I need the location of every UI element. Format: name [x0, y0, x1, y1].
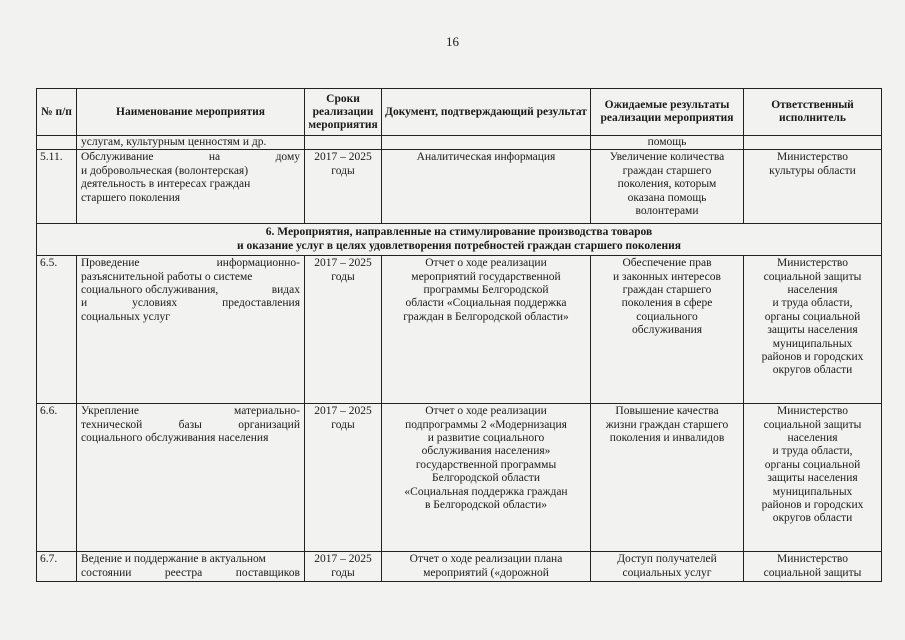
results-line: Увеличение количества	[609, 151, 725, 164]
exec-cell	[744, 404, 882, 552]
measure-name-word: Укрепление	[81, 405, 139, 418]
row-number: 6.7.	[37, 552, 77, 582]
measure-name-word: видах	[271, 284, 300, 297]
exec-line: районов и городских	[761, 499, 864, 512]
exec-line: социальной защиты	[763, 566, 862, 579]
exec-line: округов области	[772, 364, 853, 377]
doc-line: программы Белгородской	[423, 284, 549, 297]
exec-line: Министерство	[777, 151, 848, 164]
doc-line: мероприятий государственной	[411, 270, 561, 283]
header-results: Ожидаемые результаты реализации мероприятия	[591, 89, 744, 136]
measure-name	[77, 150, 305, 224]
table-row	[37, 150, 882, 224]
exec-line: и труда области,	[772, 297, 853, 310]
results-cell	[591, 150, 744, 224]
header-doc: Документ, подтверждающий результат	[382, 89, 591, 136]
exec-line: Министерство	[777, 257, 848, 270]
results-line: Обеспечение прав	[622, 257, 712, 270]
results-line: и законных интересов	[613, 270, 721, 283]
measure-name-word: условиях	[132, 297, 178, 310]
measure-name-word: организаций	[238, 418, 300, 431]
row-number: 6.6.	[37, 404, 77, 552]
measure-name	[77, 552, 305, 582]
results-cell	[591, 404, 744, 552]
exec-line: округов области	[772, 512, 853, 525]
page-number: 16	[446, 34, 459, 49]
exec-line: защиты населения	[767, 324, 858, 337]
results-line: социального	[636, 310, 698, 323]
measure-name-word: и	[81, 297, 88, 310]
doc-line: в Белгородской области»	[424, 499, 548, 512]
exec-line: муниципальных	[772, 337, 853, 350]
results-cell	[591, 552, 744, 582]
results-line: поколения и инвалидов	[609, 432, 725, 445]
exec-line: Министерство	[777, 405, 848, 418]
results-line: волонтерами	[635, 205, 699, 218]
term-cell: 2017 – 2025 годы	[305, 552, 382, 582]
doc-line: граждан в Белгородской области»	[403, 310, 569, 323]
table-row	[37, 136, 882, 150]
measure-name-word: на	[208, 151, 221, 164]
measure-name	[77, 404, 305, 552]
doc-line: подпрограммы 2 «Модернизация	[405, 418, 567, 431]
results-line: обслуживания	[631, 324, 703, 337]
measure-name-line: социальных услуг	[81, 310, 170, 323]
exec-line: защиты населения	[767, 472, 858, 485]
exec-line: населения	[787, 284, 838, 297]
measure-name-word: предоставления	[222, 297, 300, 310]
table-row	[37, 256, 882, 404]
measure-name-line: старшего поколения	[81, 191, 181, 204]
measure-name-word: базы	[178, 418, 202, 431]
results-line: Доступ получателей	[617, 553, 717, 566]
measure-name-line: и добровольческая (волонтерская)	[81, 164, 249, 177]
measures-table	[36, 88, 882, 582]
measure-name-word: материально-	[234, 405, 300, 418]
measure-name-word: реестра	[164, 566, 203, 579]
measure-name	[77, 256, 305, 404]
doc-line: Отчет о ходе реализации	[425, 257, 547, 270]
doc-cell	[382, 552, 591, 582]
term-cell: 2017 – 2025 годы	[305, 150, 382, 224]
results-line: граждан старшего	[622, 284, 712, 297]
doc-line: мероприятий («дорожной	[423, 566, 549, 579]
exec-line: органы социальной	[764, 310, 861, 323]
results-line: жизни граждан старшего	[605, 418, 729, 431]
results-line: социальных услуг	[622, 566, 712, 579]
doc-line: и развитие социального	[427, 432, 545, 445]
exec-cell	[744, 256, 882, 404]
measure-name-word: Обслуживание	[81, 151, 154, 164]
measure-name-word: технической	[81, 418, 143, 431]
measure-name-line: разъяснительной работы о системе	[81, 270, 253, 283]
exec-cell	[744, 552, 882, 582]
continuation-results: помощь	[591, 136, 744, 150]
results-line: Повышение качества	[615, 405, 719, 418]
doc-line: области «Социальная поддержка	[405, 297, 567, 310]
term-cell: 2017 – 2025 годы	[305, 256, 382, 404]
exec-line: культуры области	[769, 164, 856, 177]
exec-cell	[744, 150, 882, 224]
continuation-name: услугам, культурным ценностям и др.	[77, 136, 305, 150]
measure-name-word: состоянии	[81, 566, 132, 579]
doc-line: «Социальная поддержка граждан	[404, 485, 568, 498]
measure-name-line: деятельность в интересах граждан	[81, 178, 251, 191]
row-number: 5.11.	[37, 150, 77, 224]
table-header-row	[37, 89, 882, 136]
exec-line: и труда области,	[772, 445, 853, 458]
exec-line: муниципальных	[772, 485, 853, 498]
header-name: Наименование мероприятия	[77, 89, 305, 136]
exec-line: населения	[787, 432, 838, 445]
exec-line: социальной защиты	[763, 270, 862, 283]
doc-line: Белгородской области	[432, 472, 540, 485]
measure-name-word: дому	[275, 151, 300, 164]
section-title	[37, 224, 882, 256]
term-cell: 2017 – 2025 годы	[305, 404, 382, 552]
doc-line: Отчет о ходе реализации плана	[409, 553, 563, 566]
measure-name-word: Проведение	[81, 257, 140, 270]
header-exec: Ответственный исполнитель	[744, 89, 882, 136]
doc-cell: Аналитическая информация	[382, 150, 591, 224]
table-row	[37, 552, 882, 582]
section-title-line: и оказание услуг в целях удовлетворения потребностей граждан старшего поколения	[237, 239, 681, 252]
row-number: 6.5.	[37, 256, 77, 404]
measure-name-word: поставщиков	[235, 566, 300, 579]
results-line: поколения, которым	[617, 178, 717, 191]
table-row	[37, 404, 882, 552]
results-cell	[591, 256, 744, 404]
results-line: поколения в сфере	[621, 297, 713, 310]
section-title-line: 6. Мероприятия, направленные на стимулирование производства товаров	[265, 226, 653, 239]
measure-name-line: Ведение и поддержание в актуальном	[81, 553, 266, 566]
doc-line: обслуживания населения»	[421, 445, 551, 458]
exec-line: районов и городских	[761, 351, 864, 364]
header-term: Сроки реализации мероприятия	[305, 89, 382, 136]
exec-line: социальной защиты	[763, 418, 862, 431]
measure-name-line: социального обслуживания населения	[81, 432, 269, 445]
section-row	[37, 224, 882, 256]
doc-line: Отчет о ходе реализации	[425, 405, 547, 418]
header-num: № п/п	[37, 89, 77, 136]
measure-name-word: информационно-	[216, 257, 300, 270]
doc-line: государственной программы	[415, 458, 557, 471]
exec-line: Министерство	[777, 553, 848, 566]
measure-name-word: социального обслуживания,	[81, 284, 219, 297]
exec-line: органы социальной	[764, 458, 861, 471]
doc-cell	[382, 256, 591, 404]
results-line: оказана помощь	[627, 191, 707, 204]
doc-cell	[382, 404, 591, 552]
results-line: граждан старшего	[622, 164, 712, 177]
